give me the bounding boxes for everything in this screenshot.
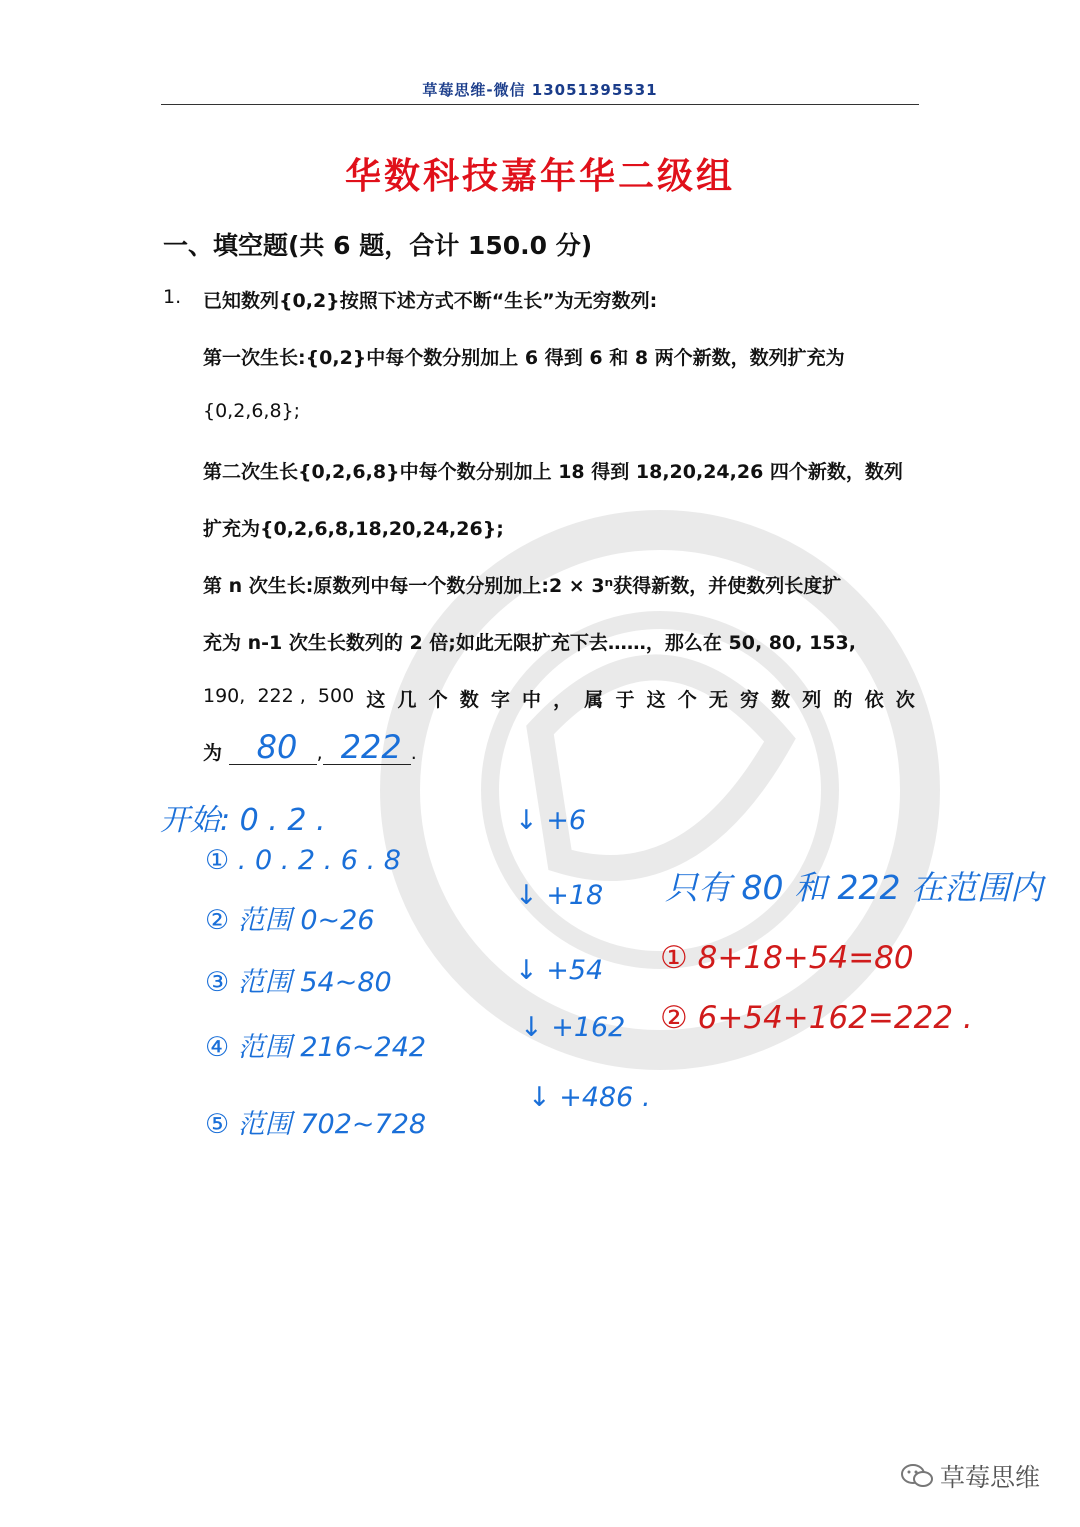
hw-row2: ② 范围 0~26 xyxy=(205,905,375,936)
answer-blank-2[interactable] xyxy=(323,728,411,766)
wechat-icon xyxy=(900,1462,934,1490)
step2-line-a: 第二次生长{0,2,6,8}中每个数分别加上 18 得到 18,20,24,26 四个新数，数列 xyxy=(203,461,903,483)
answer-2: 222 xyxy=(340,728,402,766)
hw-arrow-4: ↓ +162 xyxy=(520,1012,626,1043)
word: 个 xyxy=(428,689,448,711)
hw-row5: ⑤ 范围 702~728 xyxy=(205,1109,427,1140)
answer-end: . xyxy=(410,742,417,764)
word: 几 xyxy=(397,689,417,711)
header-contact: 草莓思维-微信 13051395531 xyxy=(422,81,658,99)
word: 这 xyxy=(366,689,386,711)
hw-arrow-3: ↓ +54 xyxy=(515,955,604,986)
answer-separator: , xyxy=(316,742,323,764)
answer-blank-1[interactable] xyxy=(229,728,317,766)
hw-row4: ④ 范围 216~242 xyxy=(205,1032,427,1063)
word: 属 xyxy=(584,689,604,711)
hw-arrow-5: ↓ +486 . xyxy=(528,1082,651,1113)
word: 列 xyxy=(802,689,822,711)
stepn-line-c xyxy=(203,685,915,712)
header-divider xyxy=(161,104,919,105)
footer-brand xyxy=(900,1458,1040,1494)
hw-row3: ③ 范围 54~80 xyxy=(205,967,392,998)
hw-arrow-2: ↓ +18 xyxy=(515,880,604,911)
word: 字 xyxy=(490,689,510,711)
word: 190, xyxy=(203,685,246,707)
word: 这 xyxy=(646,689,666,711)
page-title: 华数科技嘉年华二级组 xyxy=(344,155,735,197)
word: 于 xyxy=(615,689,635,711)
hw-red-line1: ① 8+18+54=80 xyxy=(660,940,914,976)
step1-line-b: {0,2,6,8}; xyxy=(203,400,301,422)
stepn-line-b: 充为 n-1 次生长数列的 2 倍;如此无限扩充下去……，那么在 50, 80, 153, xyxy=(203,632,856,654)
word: 依 xyxy=(864,689,884,711)
hw-arrow-1: ↓ +6 xyxy=(515,805,587,836)
footer-brand-text: 草莓思维 xyxy=(940,1463,1041,1492)
word: ， xyxy=(553,689,573,711)
word: 次 xyxy=(895,689,915,711)
word: 数 xyxy=(459,689,479,711)
answer-prefix: 为 xyxy=(203,742,223,764)
step1-line-a: 第一次生长:{0,2}中每个数分别加上 6 得到 6 和 8 两个新数，数列扩充为 xyxy=(203,347,845,369)
word: 个 xyxy=(677,689,697,711)
answer-line xyxy=(203,728,417,766)
word: 500 xyxy=(317,685,355,707)
hw-note: 只有 80 和 222 在范围内 xyxy=(665,868,1043,907)
question-intro: 已知数列{0,2}按照下述方式不断“生长”为无穷数列: xyxy=(203,290,658,312)
word: 的 xyxy=(833,689,853,711)
hw-row1: ① . 0 . 2 . 6 . 8 xyxy=(205,845,401,876)
question-number: 1. xyxy=(163,286,182,308)
section-heading: 一、填空题(共 6 题，合计 150.0 分) xyxy=(163,231,593,260)
hw-red-line2: ② 6+54+162=222 . xyxy=(660,1000,973,1036)
word: 无 xyxy=(708,689,728,711)
word: 222 , xyxy=(257,685,306,707)
word: 数 xyxy=(771,689,791,711)
word: 穷 xyxy=(740,689,760,711)
hw-start: 开始: 0 . 2 . xyxy=(160,803,326,838)
word: 中 xyxy=(522,689,542,711)
step2-line-b: 扩充为{0,2,6,8,18,20,24,26}; xyxy=(203,518,504,540)
stepn-line-a: 第 n 次生长:原数列中每一个数分别加上:2 × 3ⁿ获得新数，并使数列长度扩 xyxy=(203,575,842,597)
answer-1: 80 xyxy=(256,728,298,766)
